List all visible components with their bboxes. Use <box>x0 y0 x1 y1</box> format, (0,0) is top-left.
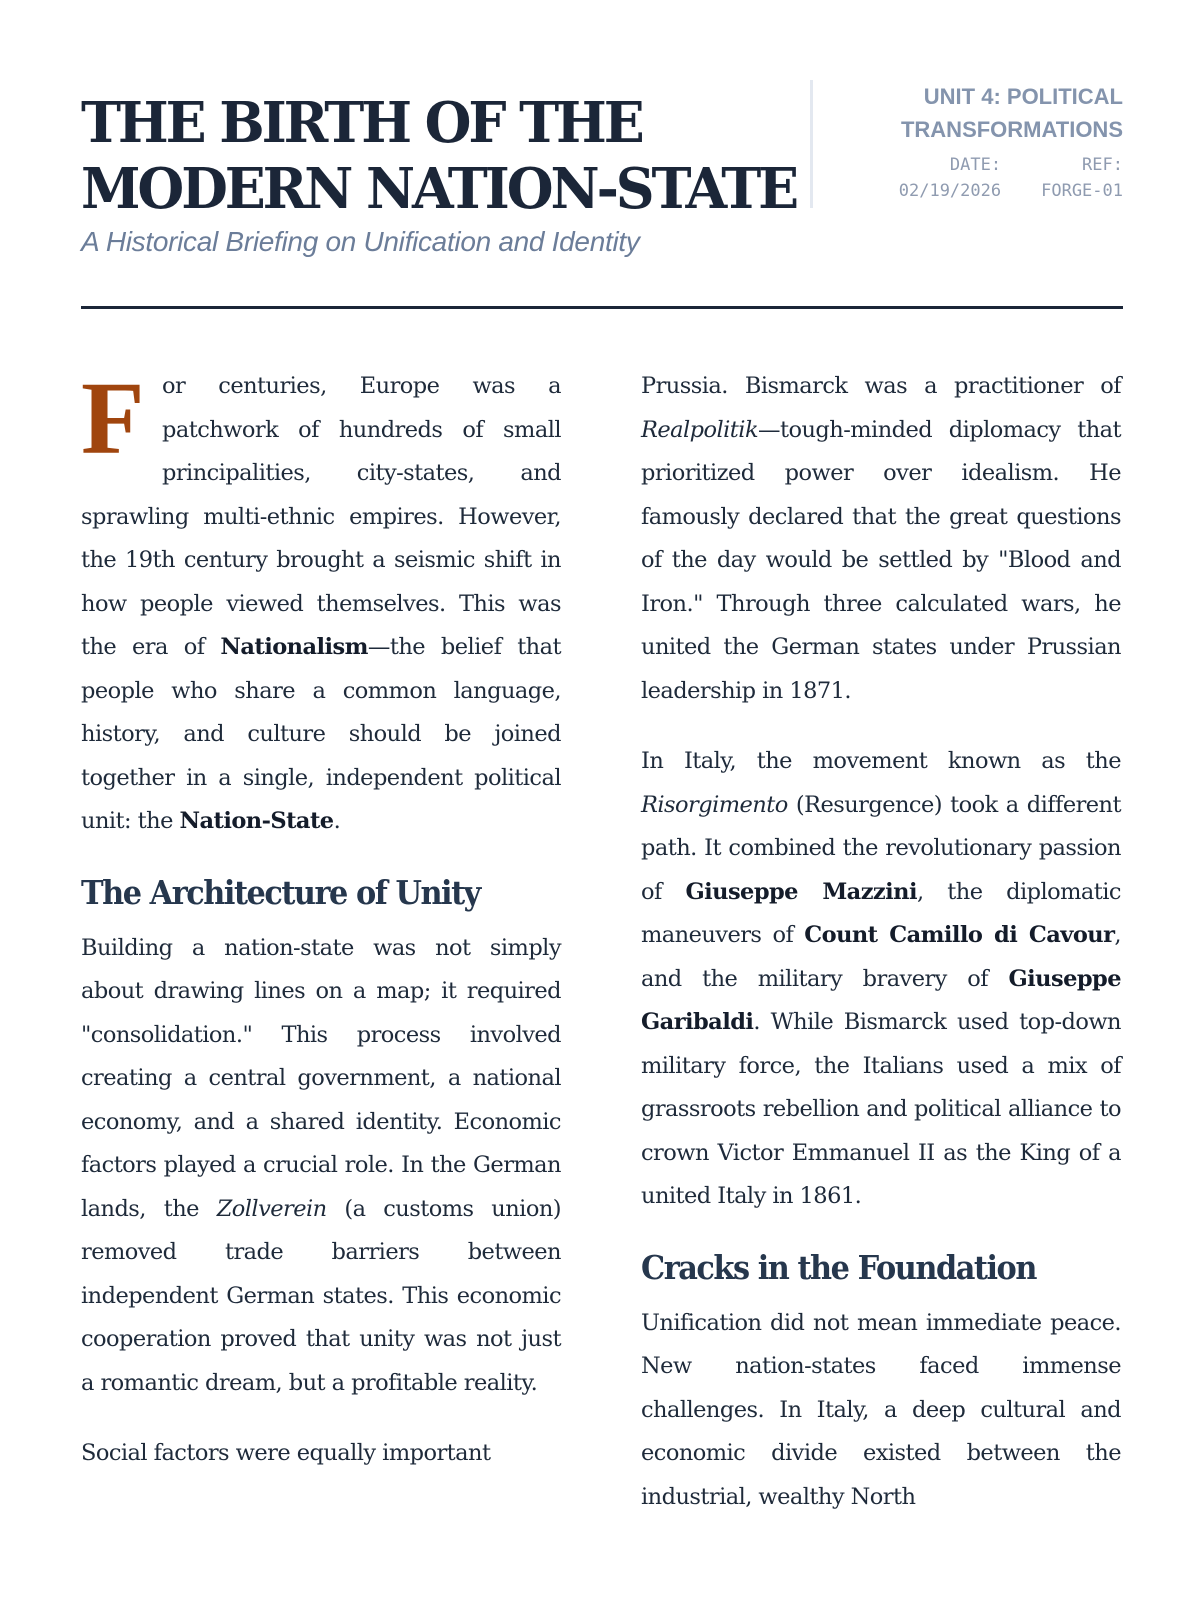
paragraph-text: Building a nation-state was not simply about drawing lines on a map; it required "consolidation." This process involved creating a central government, a national economy, and a shared identity. Economic factors played a crucial role. In the German lands, the <box>81 934 561 1222</box>
name-mazzini: Giuseppe Mazzini <box>685 878 917 905</box>
paragraph-text: . While Bismarck used top-down military force, the Italians used a mix of grassroots rebellion and political alliance to crown Victor Emmanuel II as the King of a united Italy in 1861. <box>641 1009 1121 1209</box>
drop-cap: F <box>81 361 144 476</box>
term-nation-state: Nation-State <box>179 808 334 834</box>
term-risorgimento: Risorgimento <box>641 791 788 818</box>
header-divider <box>81 306 1123 309</box>
title-line-1: THE BIRTH OF THE <box>81 90 642 156</box>
meta-details <box>813 152 1123 204</box>
unit-label: UNIT 4: POLITICAL TRANSFORMATIONS <box>900 84 1123 142</box>
bismarck-paragraph <box>641 365 1121 713</box>
left-column <box>81 361 561 1503</box>
page-title <box>81 90 796 222</box>
date-block <box>899 152 1001 204</box>
document-meta <box>810 80 1123 208</box>
ref-label: REF: <box>1082 155 1123 175</box>
term-zollverein: Zollverein <box>216 1195 327 1222</box>
document-header <box>81 80 1123 280</box>
page-subtitle: A Historical Briefing on Unification and Identity <box>81 226 640 257</box>
intro-text: or centuries, Europe was a patchwork of hundreds of small principalities, city-states, and sprawling multi-ethnic empires. However, the 19th century brought a seismic shift in how people viewed themselves. This was the era of <box>81 373 561 660</box>
cracks-paragraph: Unification did not mean immediate peace. New nation-states faced immense challenges. In Italy, a deep cultural and economic divide existed between the industrial, wealthy North <box>641 1309 1121 1510</box>
right-column <box>641 365 1121 1546</box>
term-realpolitik: Realpolitik <box>641 416 759 443</box>
ref-value: FORGE-01 <box>1041 181 1123 201</box>
intro-text: . <box>333 808 341 834</box>
term-nationalism: Nationalism <box>220 634 368 660</box>
date-label: DATE: <box>949 155 1002 175</box>
intro-paragraph <box>81 361 561 844</box>
paragraph-text: , the diplomatic maneuvers of <box>641 878 1121 948</box>
paragraph-text: In Italy, the movement known as the <box>641 748 1121 774</box>
section-heading-architecture: The Architecture of Unity <box>81 872 480 912</box>
name-cavour: Count Camillo di Cavour <box>804 922 1115 948</box>
intro-text: —the belief that people who share a common language, history, and culture should be joined together in a single, independent political unit: the <box>81 634 561 834</box>
name-garibaldi: Giuseppe Garibaldi <box>641 965 1121 1035</box>
paragraph-text: (Resurgence) took a different path. It combined the revolutionary passion of <box>641 791 1121 905</box>
architecture-paragraph <box>81 927 561 1406</box>
ref-block <box>1041 152 1123 204</box>
paragraph-text: (a customs union) removed trade barriers between independent German states. This economic cooperation proved that unity was not just a romantic dream, but a profitable reality. <box>81 1195 561 1396</box>
paragraph-text: , and the military bravery of <box>641 922 1121 992</box>
paragraph-text: Prussia. Bismarck was a practitioner of <box>641 373 1121 399</box>
date-value: 02/19/2026 <box>898 181 1002 201</box>
section-heading-cracks: Cracks in the Foundation <box>641 1247 1036 1287</box>
italy-paragraph <box>641 740 1121 1219</box>
paragraph-text: —tough-minded diplomacy that prioritized power over idealism. He famously declared that the great questions of the day would be settled by "Blood and Iron." Through three calculated wars, he united the German states under Prussian leadership in 1871. <box>641 416 1121 704</box>
social-paragraph: Social factors were equally important <box>81 1440 491 1466</box>
title-line-2: MODERN NATION-STATE <box>81 156 797 222</box>
